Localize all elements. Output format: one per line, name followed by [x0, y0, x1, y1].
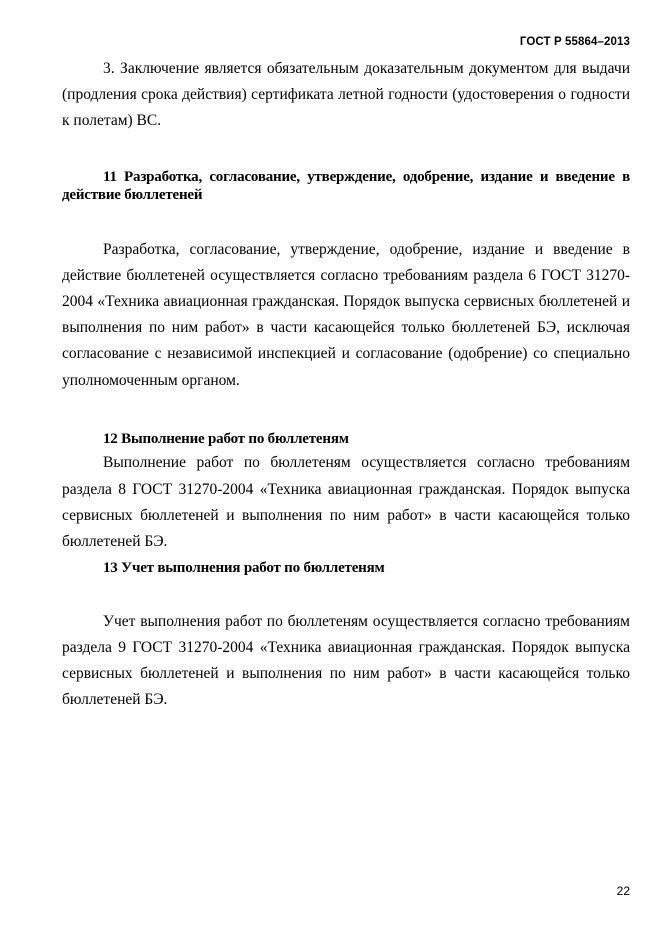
- document-code-header: ГОСТ Р 55864–2013: [519, 36, 630, 48]
- section-12-paragraph: Выполнение работ по бюллетеням осуществляется согласно требованиям раздела 8 ГОСТ 31270-2004 «Техника авиационная гражданская. Порядок выпуска сервисных бюллетеней и выполнения по ним работ» в части касающейся только бюллетеней БЭ.: [62, 454, 630, 550]
- paragraph-conclusion: 3. Заключение является обязательным доказательным документом для выдачи (продления срока действия) сертификата летной годности (удостоверения о годности к полетам) ВС.: [62, 60, 630, 130]
- page-body: [62, 56, 630, 713]
- section-11-paragraph: Разработка, согласование, утверждение, одобрение, издание и введение в действие бюллетеней осуществляется согласно требованиям раздела 6 ГОСТ 31270-2004 «Техника авиационная гражданская. Порядок выпуска сервисных бюллетеней и выполнения по ним работ» в части касающейся только бюллетеней БЭ, исключая согласование с независимой инспекцией и согласование (одобрение) со специально уполномоченным органом.: [62, 240, 630, 389]
- section-12-heading: 12 Выполнение работ по бюллетеням: [103, 430, 349, 447]
- page-number: 22: [616, 884, 630, 898]
- section-13-heading: 13 Учет выполнения работ по бюллетеням: [103, 560, 385, 577]
- section-11-heading: 11 Разработка, согласование, утверждение, одобрение, издание и введение в действие бюллетеней: [62, 168, 630, 204]
- section-13-paragraph: Учет выполнения работ по бюллетеням осуществляется согласно требованиям раздела 9 ГОСТ 31270-2004 «Техника авиационная гражданская. Порядок выпуска сервисных бюллетеней и выполнения по ним работ» в части касающейся только бюллетеней БЭ.: [62, 612, 630, 709]
